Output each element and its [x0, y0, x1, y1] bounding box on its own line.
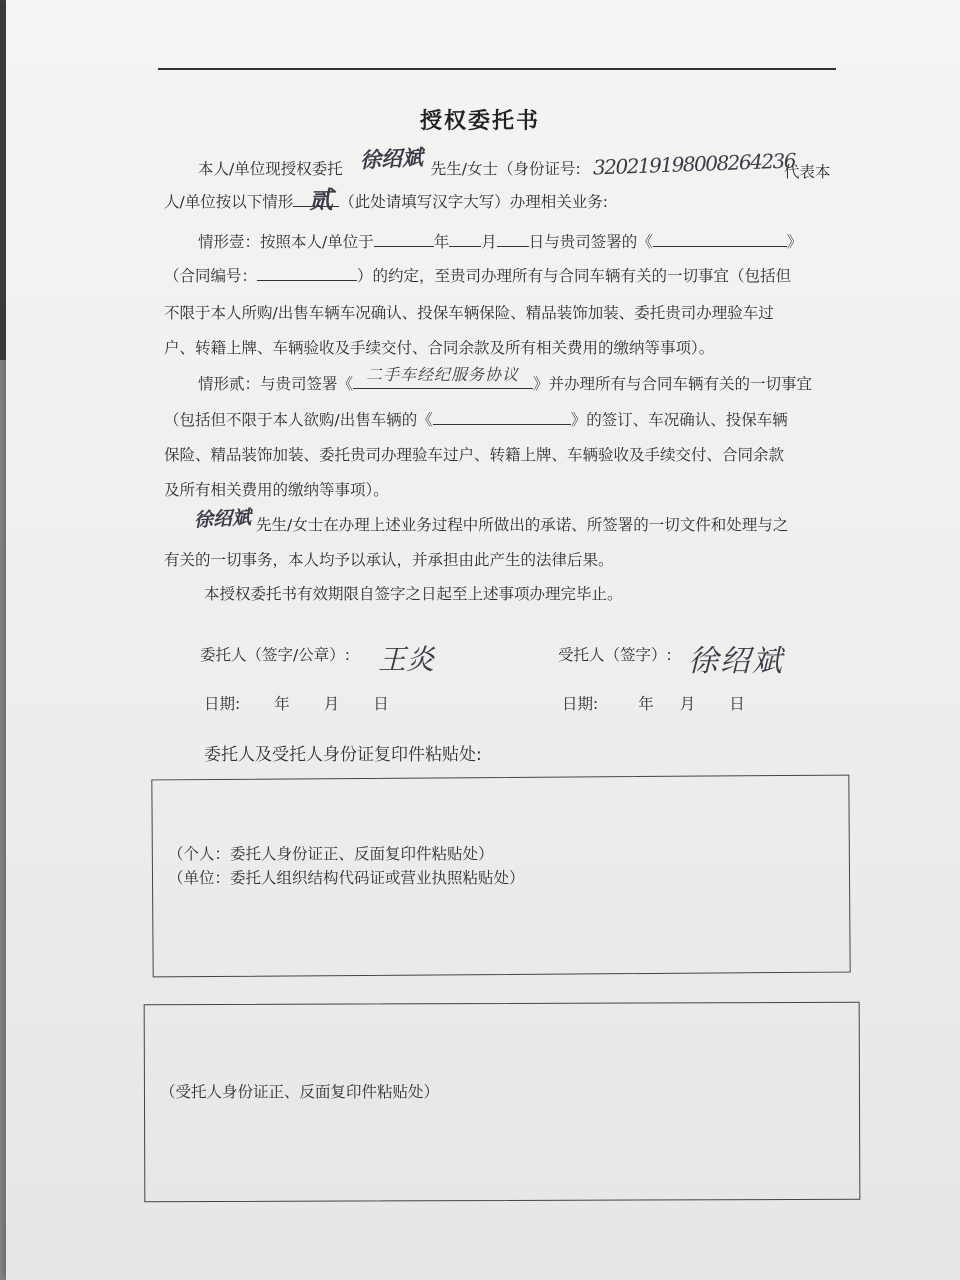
agent-date-label: 日期:	[562, 695, 599, 713]
case1-line3: 不限于本人所购/出售车辆车况确认、投保车辆保险、精品装饰加装、委托贵司办理验车过	[164, 304, 774, 322]
agent-signature: 徐绍斌	[688, 644, 784, 679]
para1-line2	[164, 190, 608, 212]
case1-line4: 户、转籍上牌、车辆验收及手续交付、合同余款及所有相关费用的缴纳等事项）。	[164, 339, 715, 357]
case1-line1	[198, 230, 802, 252]
para3-line1: 先生/女士在办理上述业务过程中所做出的承诺、所签署的一切文件和处理与之	[256, 516, 789, 534]
case2-text-b: 》并办理所有与合同车辆有关的一切事宜	[533, 375, 813, 393]
case1-year-label: 年	[433, 233, 450, 251]
box2-line1: （受托人身份证正、反面复印件粘贴处）	[160, 1083, 440, 1101]
handwritten-id-number: 320219198008264236	[592, 148, 796, 180]
agent-id-paste-box	[144, 1002, 861, 1202]
validity-line: 本授权委托书有效期限自签字之日起至上述事项办理完毕止。	[204, 585, 623, 603]
principal-date-year: 年	[274, 695, 290, 713]
box1-line2: （单位：委托人组织结构代码证或营业执照粘贴处）	[168, 869, 525, 887]
case1-day-blank	[497, 232, 529, 247]
case2-line3: 保险、精品装饰加装、委托贵司办理验车过户、转籍上牌、车辆验收及手续交付、合同余款	[164, 446, 785, 464]
case1-month-label: 月	[481, 233, 497, 251]
case1-close-bracket: 》	[786, 233, 803, 251]
case1-year-blank	[374, 232, 434, 247]
case2-line2	[164, 408, 788, 430]
box1-line1: （个人：委托人身份证正、反面复印件粘贴处）	[168, 845, 494, 863]
case2-text-l2a: （包括但不限于本人欲购/出售车辆的《	[164, 411, 433, 429]
handwritten-case-number: 贰	[309, 185, 333, 214]
agent-date-year: 年	[638, 695, 654, 713]
case1-contract-label: （合同编号：	[164, 267, 258, 285]
case1-contract-text: ）的约定，至贵司办理所有与合同车辆有关的一切事宜（包括但	[357, 267, 792, 285]
para1-text-d: 人/单位按以下情形	[164, 193, 294, 211]
principal-signature: 王炎	[378, 643, 435, 676]
agent-date-row	[562, 692, 745, 714]
case2-contract-blank	[433, 410, 571, 425]
handwritten-agent-name-2: 徐绍斌	[193, 506, 252, 532]
principal-date-day: 日	[373, 695, 389, 713]
para1-text-e: （此处请填写汉字大写）办理相关业务:	[339, 193, 608, 211]
case1-contract-number-blank	[257, 266, 357, 281]
agent-date-month: 月	[679, 695, 696, 713]
document-title: 授权委托书	[419, 109, 540, 134]
agent-label: 受托人（签字）:	[558, 646, 672, 664]
paste-heading: 委托人及受托人身份证复印件粘贴处:	[204, 745, 482, 765]
case2-text-l2b: 》的签订、车况确认、投保车辆	[570, 411, 788, 429]
case1-text-a: 情形壹：按照本人/单位于	[198, 233, 374, 251]
agent-date-day: 日	[729, 695, 745, 713]
principal-date-row	[204, 692, 389, 714]
principal-label: 委托人（签字/公章）:	[200, 646, 350, 664]
case1-contract-title-blank	[653, 232, 787, 247]
principal-date-label: 日期:	[204, 695, 241, 713]
handwritten-agreement-name: 二手车经纪服务协议	[366, 365, 520, 384]
para1-end: 代表本	[784, 163, 831, 181]
top-rule	[158, 68, 836, 70]
case1-month-blank	[449, 232, 481, 247]
case1-day-label: 日与贵司签署的《	[528, 233, 653, 251]
para3-line2: 有关的一切事务，本人均予以承认，并承担由此产生的法律后果。	[164, 551, 614, 569]
case1-line2	[164, 264, 791, 286]
para1-text-b: 先生/女士（身份证号:	[430, 160, 581, 178]
case2-text-a: 情形贰：与贵司签署《	[198, 375, 354, 393]
para1-text-a: 本人/单位现授权委托	[198, 160, 343, 178]
case2-line4: 及所有相关费用的缴纳等事项）。	[164, 481, 389, 499]
handwritten-agent-name: 徐绍斌	[359, 144, 424, 173]
principal-date-month: 月	[323, 695, 340, 713]
